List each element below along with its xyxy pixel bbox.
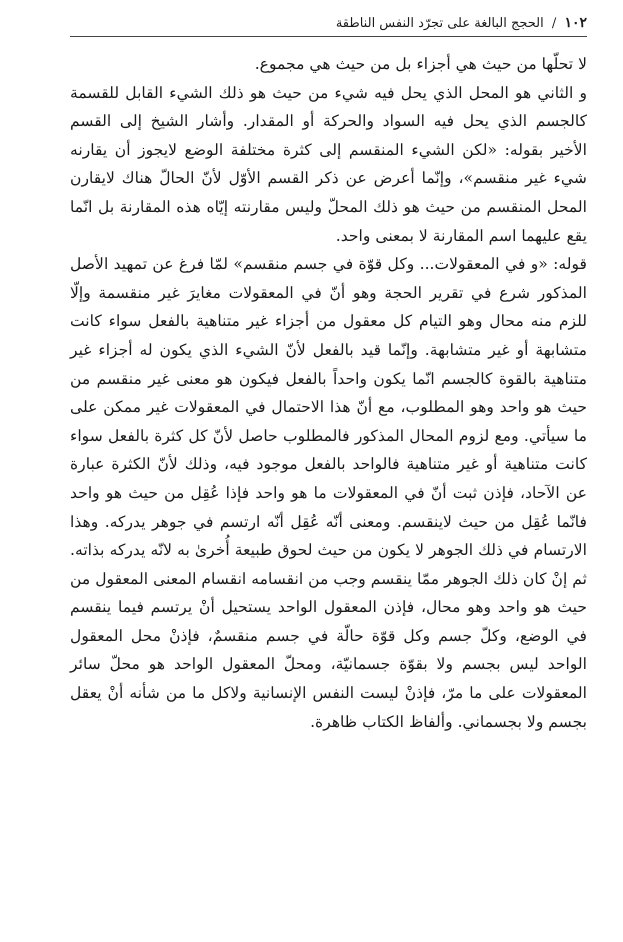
header-divider [70, 36, 587, 37]
book-title: الحجج البالغة على تجرّد النفس الناطقة [335, 16, 544, 31]
body-text [70, 50, 587, 736]
page-number: ١٠٢ [564, 15, 587, 31]
paragraph-commentary: قوله: «و في المعقولات... وكل قوّة في جسم منقسم» لمّا فرغ عن تمهيد الأصل المذكور شرع في تقرير الحجة وهو أنّ في المعقولات مغايرَ غير منقسمة وإلّا للزم منه محال وهو التيام كل معقول من أجزاء غير متناهية بالفعل سواء كانت متشابهة أو غير متشابهة. وإنّما قيد بالفعل لأنّ الشيء الذي يكون له أجزاء غير متناهية بالقوة كالجسم انّما يكون واحداً بالفعل فيكون هو معنى غير منقسم من حيث هو واحد وهو المطلوب، مع أنّ هذا الاحتمال في المعقولات غير ممكن على ما سيأتي. ومع لزوم المحال المذكور فالمطلوب حاصل لأنّ كل كثرة بالفعل سواء كانت متناهية أو غير متناهية فالواحد بالفعل موجود فيه، وذلك لأنّ الكثرة عبارة عن الآحاد، فإذن ثبت أنّ في المعقولات ما هو واحد فإذا عُقِل من حيث هو واحد فانّما عُقِل من حيث لاينقسم. ومعنى أنّه عُقِل أنّه ارتسم في جوهر يدركه. وهذا الارتسام في ذلك الجوهر لا يكون من حيث لحوق طبيعة أُخرىٰ به لانّه يدركه بذاته. ثم إنْ كان ذلك الجوهر ممّا ينقسم وجب من انقسامه انقسام المعنى المعقول من حيث هو واحد وهو محال، فإذن المعقول الواحد يستحيل أنْ يرتسم فيما ينقسم في الوضع، وكلّ جسم وكل قوّة حالّة في جسم منقسمٌ، فإذنْ محل المعقول الواحد ليس بجسم ولا بقوّة جسمانيّة، ومحلّ المعقول الواحد هو محلّ سائر المعقولات على ما مرّ، فإذنْ ليست النفس الإنسانية ولاكل ما من شأنه أنْ يعقل بجسم ولا بجسماني. وألفاظ الكتاب ظاهرة. [70, 255, 587, 731]
running-head [70, 12, 587, 34]
running-head-separator: / [551, 16, 557, 31]
paragraph-second-kind: و الثاني هو المحل الذي يحل فيه شيء من حيث هو ذلك الشيء القابل للقسمة كالجسم الذي يحل فيه السواد والحركة أو المقدار. وأشار الشيخ إلى القسم الأخير بقوله: «لكن الشيء المنقسم إلى كثرة مختلفة الوضع لايجوز أن يقارنه شيء غير منقسم»، وإنّما أعرض عن ذكر القسم الأوّل لأنّ الحالّ هناك لايقارن المحل المنقسم من حيث هو ذلك المحلّ وليس مقارنته إيّاه هذه المقارنة بل انّما يقع عليهما اسم المقارنة لا بمعنى واحد. [70, 83, 587, 245]
paragraph-continuation: لا تحلّها من حيث هي أجزاء بل من حيث هي مجموع. [254, 55, 587, 73]
